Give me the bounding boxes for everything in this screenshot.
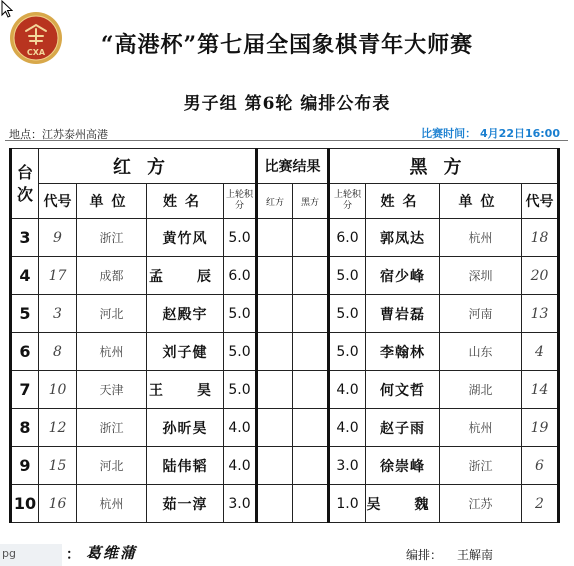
red-code: 15 bbox=[39, 447, 77, 485]
red-side-header: 红方 bbox=[39, 149, 257, 184]
red-code: 16 bbox=[39, 485, 77, 523]
black-name: 曹岩磊 bbox=[366, 295, 440, 333]
result-red-cell bbox=[257, 409, 293, 447]
red-points: 5.0 bbox=[224, 219, 257, 257]
black-name: 李翰林 bbox=[366, 333, 440, 371]
black-unit: 山东 bbox=[440, 333, 522, 371]
board-number: 9 bbox=[11, 447, 39, 485]
red-name: 陆伟韬 bbox=[147, 447, 224, 485]
result-header: 比赛结果 bbox=[257, 149, 329, 184]
red-unit: 浙江 bbox=[77, 409, 147, 447]
black-side-header: 黑方 bbox=[329, 149, 559, 184]
red-unit: 杭州 bbox=[77, 485, 147, 523]
header-divider bbox=[5, 140, 568, 141]
black-code: 18 bbox=[522, 219, 559, 257]
arranger-name: 王解南 bbox=[457, 548, 494, 562]
result-red-cell bbox=[257, 371, 293, 409]
red-code: 3 bbox=[39, 295, 77, 333]
location-label: 地点： bbox=[9, 128, 42, 141]
result-red-cell bbox=[257, 447, 293, 485]
red-unit-header: 单位 bbox=[77, 184, 147, 219]
black-name: 宿少峰 bbox=[366, 257, 440, 295]
red-code: 9 bbox=[39, 219, 77, 257]
black-code: 20 bbox=[522, 257, 559, 295]
table-row bbox=[11, 371, 559, 409]
board-number: 8 bbox=[11, 409, 39, 447]
black-unit: 浙江 bbox=[440, 447, 522, 485]
result-red-cell bbox=[257, 295, 293, 333]
red-name: 刘子健 bbox=[147, 333, 224, 371]
black-unit: 深圳 bbox=[440, 257, 522, 295]
black-points: 4.0 bbox=[329, 409, 366, 447]
page-title: “高港杯”第七届全国象棋青年大师赛 bbox=[100, 32, 474, 58]
result-black-cell bbox=[293, 257, 329, 295]
board-number: 10 bbox=[11, 485, 39, 523]
black-points: 1.0 bbox=[329, 485, 366, 523]
black-name-header: 姓名 bbox=[366, 184, 440, 219]
black-points-header: 上轮积分 bbox=[329, 184, 366, 219]
footer-left-fragment: pg bbox=[2, 547, 16, 560]
black-points: 4.0 bbox=[329, 371, 366, 409]
red-unit: 河北 bbox=[77, 447, 147, 485]
red-name-header: 姓名 bbox=[147, 184, 224, 219]
red-code: 17 bbox=[39, 257, 77, 295]
red-name: 茹一淳 bbox=[147, 485, 224, 523]
table-row bbox=[11, 485, 559, 523]
red-unit: 杭州 bbox=[77, 333, 147, 371]
result-black-cell bbox=[293, 333, 329, 371]
board-number: 4 bbox=[11, 257, 39, 295]
result-red-header: 红方 bbox=[257, 184, 293, 219]
red-points: 6.0 bbox=[224, 257, 257, 295]
black-code: 14 bbox=[522, 371, 559, 409]
pairing-table bbox=[9, 148, 560, 523]
table-row bbox=[11, 333, 559, 371]
black-unit-header: 单位 bbox=[440, 184, 522, 219]
red-points: 3.0 bbox=[224, 485, 257, 523]
result-red-cell bbox=[257, 485, 293, 523]
red-name: 王 昊 bbox=[147, 371, 224, 409]
result-black-cell bbox=[293, 409, 329, 447]
result-red-cell bbox=[257, 333, 293, 371]
black-code: 6 bbox=[522, 447, 559, 485]
result-red-cell bbox=[257, 257, 293, 295]
result-black-cell bbox=[293, 295, 329, 333]
black-points: 5.0 bbox=[329, 295, 366, 333]
black-name: 郭凤达 bbox=[366, 219, 440, 257]
black-unit: 江苏 bbox=[440, 485, 522, 523]
result-black-cell bbox=[293, 219, 329, 257]
black-name: 徐崇峰 bbox=[366, 447, 440, 485]
red-code-header: 代号 bbox=[39, 184, 77, 219]
red-code: 10 bbox=[39, 371, 77, 409]
table-row bbox=[11, 447, 559, 485]
result-black-cell bbox=[293, 371, 329, 409]
result-black-cell bbox=[293, 485, 329, 523]
red-unit: 天津 bbox=[77, 371, 147, 409]
red-points: 4.0 bbox=[224, 447, 257, 485]
red-name: 赵殿宇 bbox=[147, 295, 224, 333]
board-number: 3 bbox=[11, 219, 39, 257]
board-number: 7 bbox=[11, 371, 39, 409]
page-subtitle: 男子组 第6轮 编排公布表 bbox=[183, 94, 391, 114]
arranger-label: 编排： bbox=[406, 548, 443, 562]
red-points: 5.0 bbox=[224, 333, 257, 371]
red-unit: 成都 bbox=[77, 257, 147, 295]
red-name: 孙昕昊 bbox=[147, 409, 224, 447]
match-time bbox=[421, 125, 560, 141]
black-unit: 杭州 bbox=[440, 219, 522, 257]
black-name: 赵子雨 bbox=[366, 409, 440, 447]
black-code: 19 bbox=[522, 409, 559, 447]
red-unit: 河北 bbox=[77, 295, 147, 333]
black-code-header: 代号 bbox=[522, 184, 559, 219]
red-points: 4.0 bbox=[224, 409, 257, 447]
black-code: 4 bbox=[522, 333, 559, 371]
result-black-cell bbox=[293, 447, 329, 485]
table-row bbox=[11, 219, 559, 257]
svg-text:CXA: CXA bbox=[26, 48, 46, 57]
table-row bbox=[11, 295, 559, 333]
footer-colon: ： bbox=[66, 547, 80, 563]
black-points: 6.0 bbox=[329, 219, 366, 257]
time-label: 比赛时间： bbox=[421, 127, 477, 140]
result-red-cell bbox=[257, 219, 293, 257]
black-points: 5.0 bbox=[329, 333, 366, 371]
black-unit: 杭州 bbox=[440, 409, 522, 447]
black-unit: 湖北 bbox=[440, 371, 522, 409]
black-name: 何文哲 bbox=[366, 371, 440, 409]
result-black-header: 黑方 bbox=[293, 184, 329, 219]
red-code: 8 bbox=[39, 333, 77, 371]
referee-signature: 葛维蒲 bbox=[86, 544, 138, 562]
black-points: 5.0 bbox=[329, 257, 366, 295]
black-points: 3.0 bbox=[329, 447, 366, 485]
black-unit: 河南 bbox=[440, 295, 522, 333]
location-value: 江苏泰州高港 bbox=[42, 128, 108, 141]
black-name: 吴 魏 bbox=[366, 485, 440, 523]
red-name: 孟 辰 bbox=[147, 257, 224, 295]
red-name: 黄竹风 bbox=[147, 219, 224, 257]
table-row bbox=[11, 409, 559, 447]
red-unit: 浙江 bbox=[77, 219, 147, 257]
red-points-header: 上轮积分 bbox=[224, 184, 257, 219]
table-row bbox=[11, 257, 559, 295]
red-code: 12 bbox=[39, 409, 77, 447]
red-points: 5.0 bbox=[224, 295, 257, 333]
black-code: 13 bbox=[522, 295, 559, 333]
red-points: 5.0 bbox=[224, 371, 257, 409]
board-header: 台次 bbox=[11, 149, 39, 219]
board-number: 5 bbox=[11, 295, 39, 333]
time-value: 4月22日16:00 bbox=[480, 127, 560, 140]
black-code: 2 bbox=[522, 485, 559, 523]
board-number: 6 bbox=[11, 333, 39, 371]
